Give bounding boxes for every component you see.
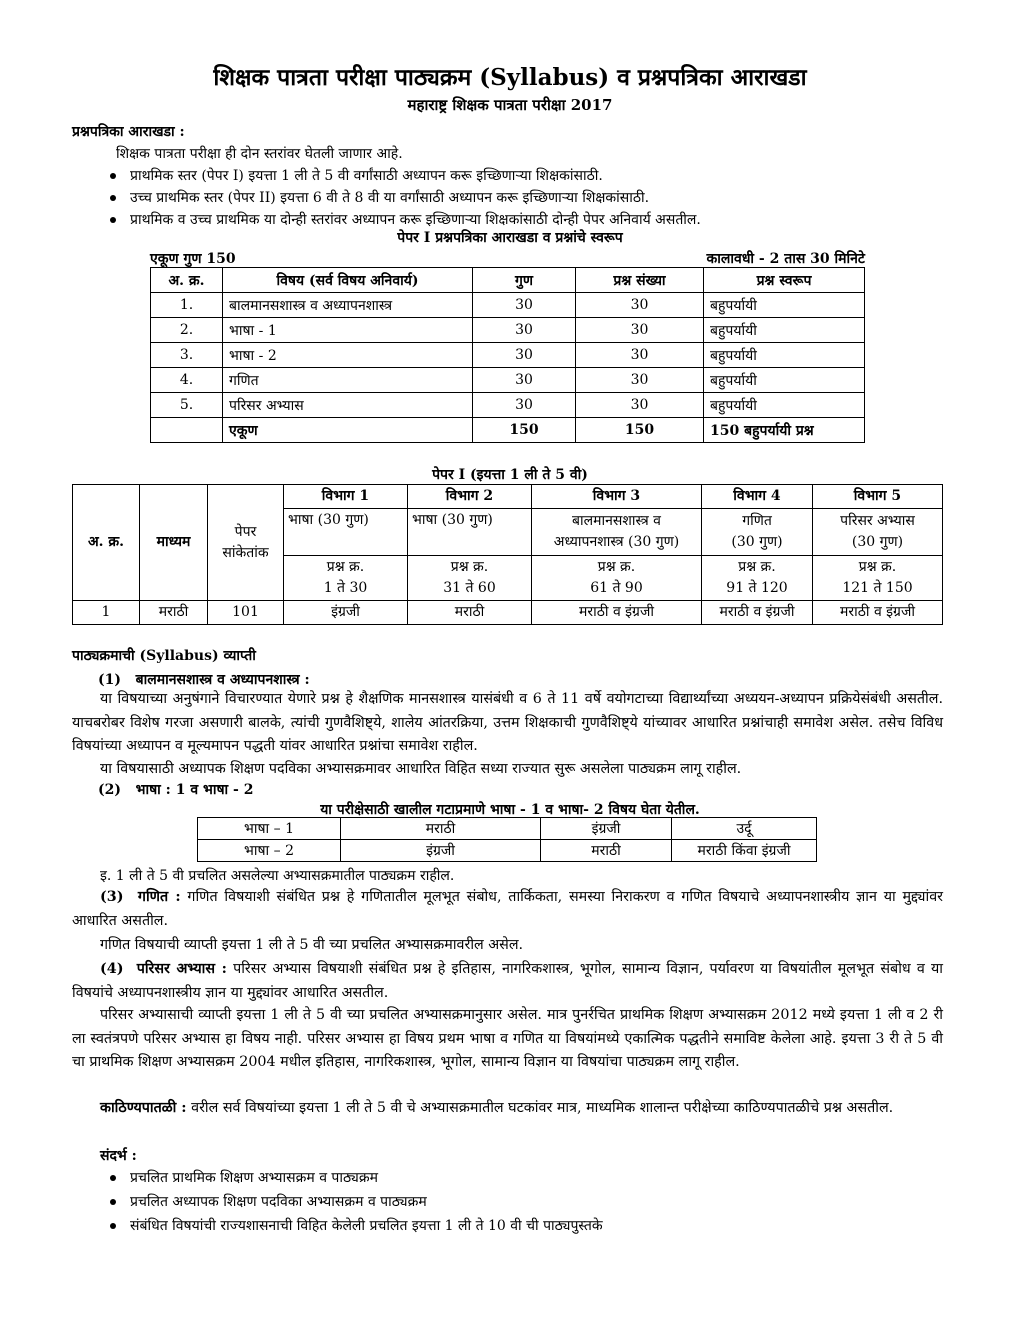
section-4-para-2: परिसर अभ्यासाची व्याप्ती इयत्ता 1 ली ते 5 वी च्या प्रचलित अभ्यासक्रमानुसार असेल. मात्र पुनर्रचित प्राथमिक शिक्षण अभ्यासक्रम 2012 मध्ये इयत्ता 1 ली व 2 री ला स्वतंत्रपणे परिसर अभ्यास हा विषय नाही. परिसर अभ्यास हा विषय प्रथम भाषा व गणित या विषयांमध्ये एकात्मिक पद्धतीने समाविष्ट केलेला आहे. इयत्ता 3 री ते 5 वी चा प्राथमिक शिक्षण अभ्यासक्रम 2004 मधील इतिहास, नागरिकशास्त्र, भूगोल, सामान्य विज्ञान या विषयांचा पाठ्यक्रम लागू राहील. [72, 1007, 943, 1070]
pattern-bullet: प्राथमिक व उच्च प्राथमिक या दोन्ही स्तरांवर अध्यापन करू इच्छिणाऱ्या शिक्षकांसाठी दोन्ही पेपर अनिवार्य असतील. [110, 210, 701, 229]
table-row: 4. गणित 30 30 बहुपर्यायी [151, 368, 865, 393]
bullet-icon [110, 1199, 116, 1205]
table1-total-marks: एकूण गुण 150 [150, 251, 236, 267]
table2-title: पेपर I (इयत्ता 1 ली ते 5 वी) [432, 467, 588, 483]
table-row: भाषा – 2 इंग्रजी मराठी मराठी किंवा इंग्रजी [198, 840, 817, 862]
syllabus-heading: पाठ्यक्रमाची (Syllabus) व्याप्ती [72, 648, 256, 664]
references-heading: संदर्भ : [100, 1148, 137, 1164]
paper-code-header: पेपर सांकेतांक [208, 485, 284, 601]
reference-item: संबंधित विषयांची राज्यशासनाची विहित केलेली प्रचलित इयत्ता 1 ली ते 10 वी ची पाठ्यपुस्तके [110, 1216, 603, 1235]
pattern-bullet: प्राथमिक स्तर (पेपर I) इयत्ता 1 ली ते 5 वी वर्गांसाठी अध्यापन करू इच्छिणाऱ्या शिक्षकांसाठी. [110, 166, 603, 185]
section-1-heading: (1) बालमानसशास्त्र व अध्यापनशास्त्र : [98, 672, 310, 688]
paper1-pattern-table [150, 267, 865, 443]
table-row: भाषा – 1 मराठी इंग्रजी उर्दू [198, 818, 817, 840]
section-2-heading: (2) भाषा : 1 व भाषा - 2 [98, 782, 254, 798]
bullet-icon [110, 1223, 116, 1229]
section-1-para-2: या विषयासाठी अध्यापक शिक्षण पदविका अभ्यासक्रमावर आधारित विहित सध्या राज्यात सुरू असलेला पाठ्यक्रम लागू राहील. [100, 761, 742, 777]
table-total-row: एकूण 150 150 150 बहुपर्यायी प्रश्न [151, 418, 865, 443]
table-row: 5. परिसर अभ्यास 30 30 बहुपर्यायी [151, 393, 865, 418]
paper1-sections-table [72, 484, 943, 625]
section-4-para-1: (4) परिसर अभ्यास : परिसर अभ्यास विषयाशी संबंधित प्रश्न हे इतिहास, नागरिकशास्त्र, भूगोल, सामान्य विज्ञान, पर्यावरण या विषयांतील मूलभूत संबोध व या विषयांचे अध्यापनशास्त्रीय ज्ञान या मुद्द्यांवर आधारित असतील. [72, 961, 943, 1001]
section-3-para-2: गणित विषयाची व्याप्ती इयत्ता 1 ली ते 5 वी च्या प्रचलित अभ्यासक्रमावरील असेल. [100, 937, 524, 953]
reference-item: प्रचलित प्राथमिक शिक्षण अभ्यासक्रम व पाठ्यक्रम [110, 1168, 378, 1187]
table-header-row: अ. क्र. विषय (सर्व विषय अनिवार्य) गुण प्रश्न संख्या प्रश्न स्वरूप [151, 268, 865, 293]
language-table-title: या परीक्षेसाठी खालील गटाप्रमाणे भाषा - 1 व भाषा- 2 विषय घेता येतील. [320, 802, 700, 818]
table1-title: पेपर I प्रश्नपत्रिका आराखडा व प्रश्नांचे स्वरूप [397, 230, 623, 246]
bullet-icon [110, 195, 116, 201]
section-2-para: इ. 1 ली ते 5 वी प्रचलित असलेल्या अभ्यासक्रमातील पाठ्यक्रम राहील. [100, 868, 455, 884]
bullet-icon [110, 173, 116, 179]
table1-duration: कालावधी - 2 तास 30 मिनिटे [706, 251, 865, 267]
table-header-row: अ. क्र. माध्यम पेपर सांकेतांक विभाग 1 विभाग 2 विभाग 3 विभाग 4 विभाग 5 [73, 485, 943, 509]
difficulty-para: काठिण्यपातळी : वरील सर्व विषयांच्या इयत्ता 1 ली ते 5 वी चे अभ्यासक्रमातील घटकांवर मात्र, माध्यमिक शालान्त परीक्षेच्या काठिण्यपातळीचे प्रश्न असतील. [100, 1100, 894, 1116]
page-subtitle: महाराष्ट्र शिक्षक पात्रता परीक्षा 2017 [407, 96, 613, 114]
section-3-para-1: (3) गणित : गणित विषयाशी संबंधित प्रश्न हे गणितातील मूलभूत संबोध, तार्किकता, समस्या निराकरण व गणित विषयाचे अध्यापनशास्त्रीय ज्ञान या मुद्द्यांवर आधारित असतील. [72, 889, 943, 929]
bullet-icon [110, 1175, 116, 1181]
language-table [197, 817, 817, 862]
table-row: 2. भाषा - 1 30 30 बहुपर्यायी [151, 318, 865, 343]
bullet-icon [110, 217, 116, 223]
reference-item: प्रचलित अध्यापक शिक्षण पदविका अभ्यासक्रम व पाठ्यक्रम [110, 1192, 427, 1211]
table-row: 1. बालमानसशास्त्र व अध्यापनशास्त्र 30 30 बहुपर्यायी [151, 293, 865, 318]
pattern-bullet: उच्च प्राथमिक स्तर (पेपर II) इयत्ता 6 वी ते 8 वी या वर्गांसाठी अध्यापन करू इच्छिणाऱ्या शिक्षकांसाठी. [110, 188, 649, 207]
section-1-para-1: या विषयाच्या अनुषंगाने विचारण्यात येणारे प्रश्न हे शैक्षणिक मानसशास्त्र यासंबंधी व 6 ते 11 वर्षे वयोगटाच्या विद्यार्थ्यांच्या अध्ययन-अध्यापन प्रक्रियेसंबंधी असतील. याचबरोबर विशेष गरजा असणारी बालके, त्यांची गुणवैशिष्ट्ये, शालेय आंतरक्रिया, उत्तम शिक्षकाची गुणवैशिष्ट्ये यांच्यावर आधारित प्रश्नांचाही समावेश असेल. तसेच विविध विषयांच्या अध्यापन व मूल्यमापन पद्धती यांवर आधारित प्रश्नांचा समावेश राहील. [72, 691, 943, 754]
table-row: 1 मराठी 101 इंग्रजी मराठी मराठी व इंग्रजी मराठी व इंग्रजी मराठी व इंग्रजी [73, 601, 943, 625]
table-row: 3. भाषा - 2 30 30 बहुपर्यायी [151, 343, 865, 368]
pattern-heading: प्रश्नपत्रिका आराखडा : [72, 124, 185, 140]
table-qno-row: प्रश्न क्र. 1 ते 30 प्रश्न क्र. 31 ते 60 प्रश्न क्र. 61 ते 90 प्रश्न क्र. 91 ते 120 प्रश्न क्र. 121 ते 150 [73, 556, 943, 601]
pattern-intro: शिक्षक पात्रता परीक्षा ही दोन स्तरांवर घेतली जाणार आहे. [116, 146, 403, 162]
page-title: शिक्षक पात्रता परीक्षा पाठ्यक्रम (Syllabus) व प्रश्नपत्रिका आराखडा [213, 64, 807, 91]
table-subject-row: भाषा (30 गुण) भाषा (30 गुण) बालमानसशास्त्र व अध्यापनशास्त्र (30 गुण) गणित (30 गुण) परिसर अभ्यास (30 गुण) [73, 509, 943, 556]
